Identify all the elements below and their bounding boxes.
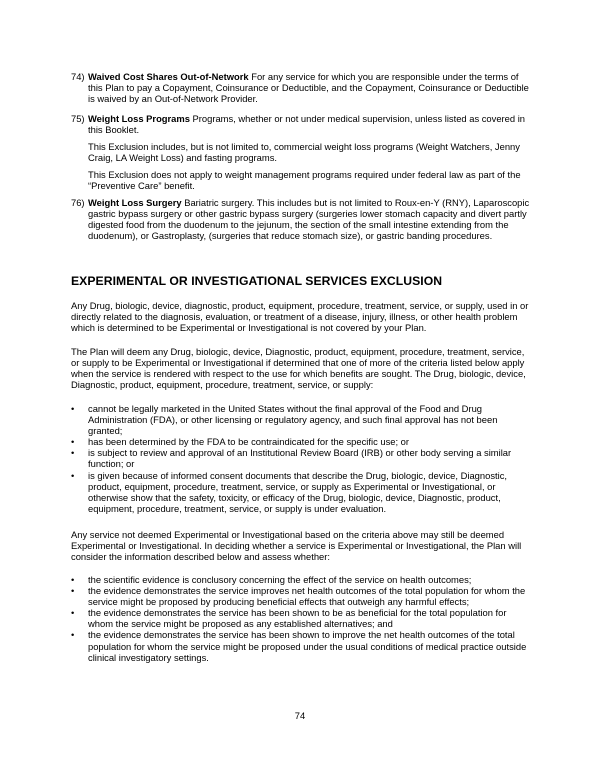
list-item: • is subject to review and approval of an Institutional Review Board (IRB) or other body serving a similar function; or — [71, 447, 512, 470]
section-paragraph-1: Any Drug, biologic, device, diagnostic, product, equipment, procedure, treatment, service, or supply, used in or directly related to the diagnosis, evaluation, or treatment of a disease, injury, illness, or other health problem which is determined to be Experimental or Investigational is not covered by your Plan. — [71, 300, 529, 334]
item-number: 75) — [71, 113, 85, 124]
list-item: • is given because of informed consent documents that describe the Drug, biologic, device, Diagnostic, product, equipment, procedure, treatment, service, or supply as Experimental or Investigational, or otherwise show that the safety, toxicity, or efficacy of the Drug, biologic, device, Diagnostic, product, equipment, procedure, treatment, service, or supply is under evaluation. — [71, 469, 507, 514]
item-subparagraph: This Exclusion includes, but is not limited to, commercial weight loss programs (Weight Watchers, Jenny Craig, LA Weight Loss) and fasting programs. — [88, 141, 520, 164]
exclusion-item-76 — [71, 197, 531, 241]
bullet-icon: • — [71, 574, 75, 585]
section-heading: EXPERIMENTAL OR INVESTIGATIONAL SERVICES EXCLUSION — [71, 274, 443, 288]
bullet-icon: • — [71, 607, 75, 619]
item-title: Waived Cost Shares Out-of-Network — [88, 71, 249, 82]
item-text — [88, 113, 531, 135]
list-item: • the evidence demonstrates the service improves net health outcomes of the total population for whom the service might be proposed by producing beneficial effects that outweigh any harmful effects; — [71, 585, 526, 608]
item-text — [88, 197, 531, 241]
item-title: Weight Loss Surgery — [88, 197, 182, 208]
bullet-icon: • — [71, 403, 75, 414]
page-number: 74 — [294, 710, 306, 721]
criteria-list — [71, 403, 533, 514]
bullet-icon: • — [71, 469, 75, 481]
bullet-icon: • — [71, 585, 75, 597]
bullet-icon: • — [71, 436, 75, 448]
item-text — [88, 71, 531, 104]
exclusion-item-74 — [71, 71, 531, 104]
list-item: • has been determined by the FDA to be contraindicated for the specific use; or — [71, 436, 410, 448]
list-item: • cannot be legally marketed in the United States without the final approval of the Food and Drug Administration (FDA), or other licensing or regulatory agency, and such final approval has not been granted; — [71, 403, 498, 437]
item-number: 74) — [71, 71, 85, 82]
section-paragraph-3: Any service not deemed Experimental or Investigational based on the criteria above may still be deemed Experimental or Investigational. In deciding whether a service is Experimental or Investigational, the Plan will consider the information described below and assess whether: — [71, 529, 522, 563]
item-body: For any service for which you are responsible under the terms of this Plan to pay a Copayment, Coinsurance or Deductible, and the Copayment, Coinsurance or Deductible is waived by an Out-of-Network Provider. — [88, 71, 529, 105]
assessment-list — [71, 574, 533, 663]
bullet-icon: • — [71, 447, 75, 459]
item-title: Weight Loss Programs — [88, 113, 190, 124]
list-item: • the evidence demonstrates the service has been shown to be as beneficial for the total population for whom the service might be proposed as any established alternatives; and — [71, 607, 507, 630]
exclusion-item-75 — [71, 113, 531, 192]
section-paragraph-2: The Plan will deem any Drug, biologic, device, Diagnostic, product, equipment, procedure, treatment, service, or supply to be Experimental or Investigational if determined that one of more of the criteria listed below apply when the service is rendered with respect to the use for which benefits are sought. The Drug, biologic, device, Diagnostic, product, equipment, procedure, treatment, service, or supply: — [71, 346, 526, 391]
bullet-icon: • — [71, 629, 75, 641]
item-body: Bariatric surgery. This includes but is not limited to Roux-en-Y (RNY), Laparoscopic gastric bypass surgery or other gastric bypass surgery (surgeries lower stomach capacity and divert partly digested food from the duodenum to the jejunum, the section of the small intestine extending from the duodenum), or Gastroplasty, (surgeries that reduce stomach size), or gastric banding procedures. — [88, 197, 530, 242]
item-subparagraph: This Exclusion does not apply to weight management programs required under federal law as part of the “Preventive Care” benefit. — [88, 169, 521, 192]
list-item: • the evidence demonstrates the service has been shown to improve the net health outcomes of the total population for whom the service might be proposed under the usual conditions of medical practice outside clinical investigatory settings. — [71, 629, 527, 663]
list-item: • the scientific evidence is conclusory concerning the effect of the service on health outcomes; — [71, 574, 472, 585]
item-body: Programs, whether or not under medical supervision, unless listed as covered in this Booklet. — [88, 113, 525, 136]
item-number: 76) — [71, 197, 85, 208]
